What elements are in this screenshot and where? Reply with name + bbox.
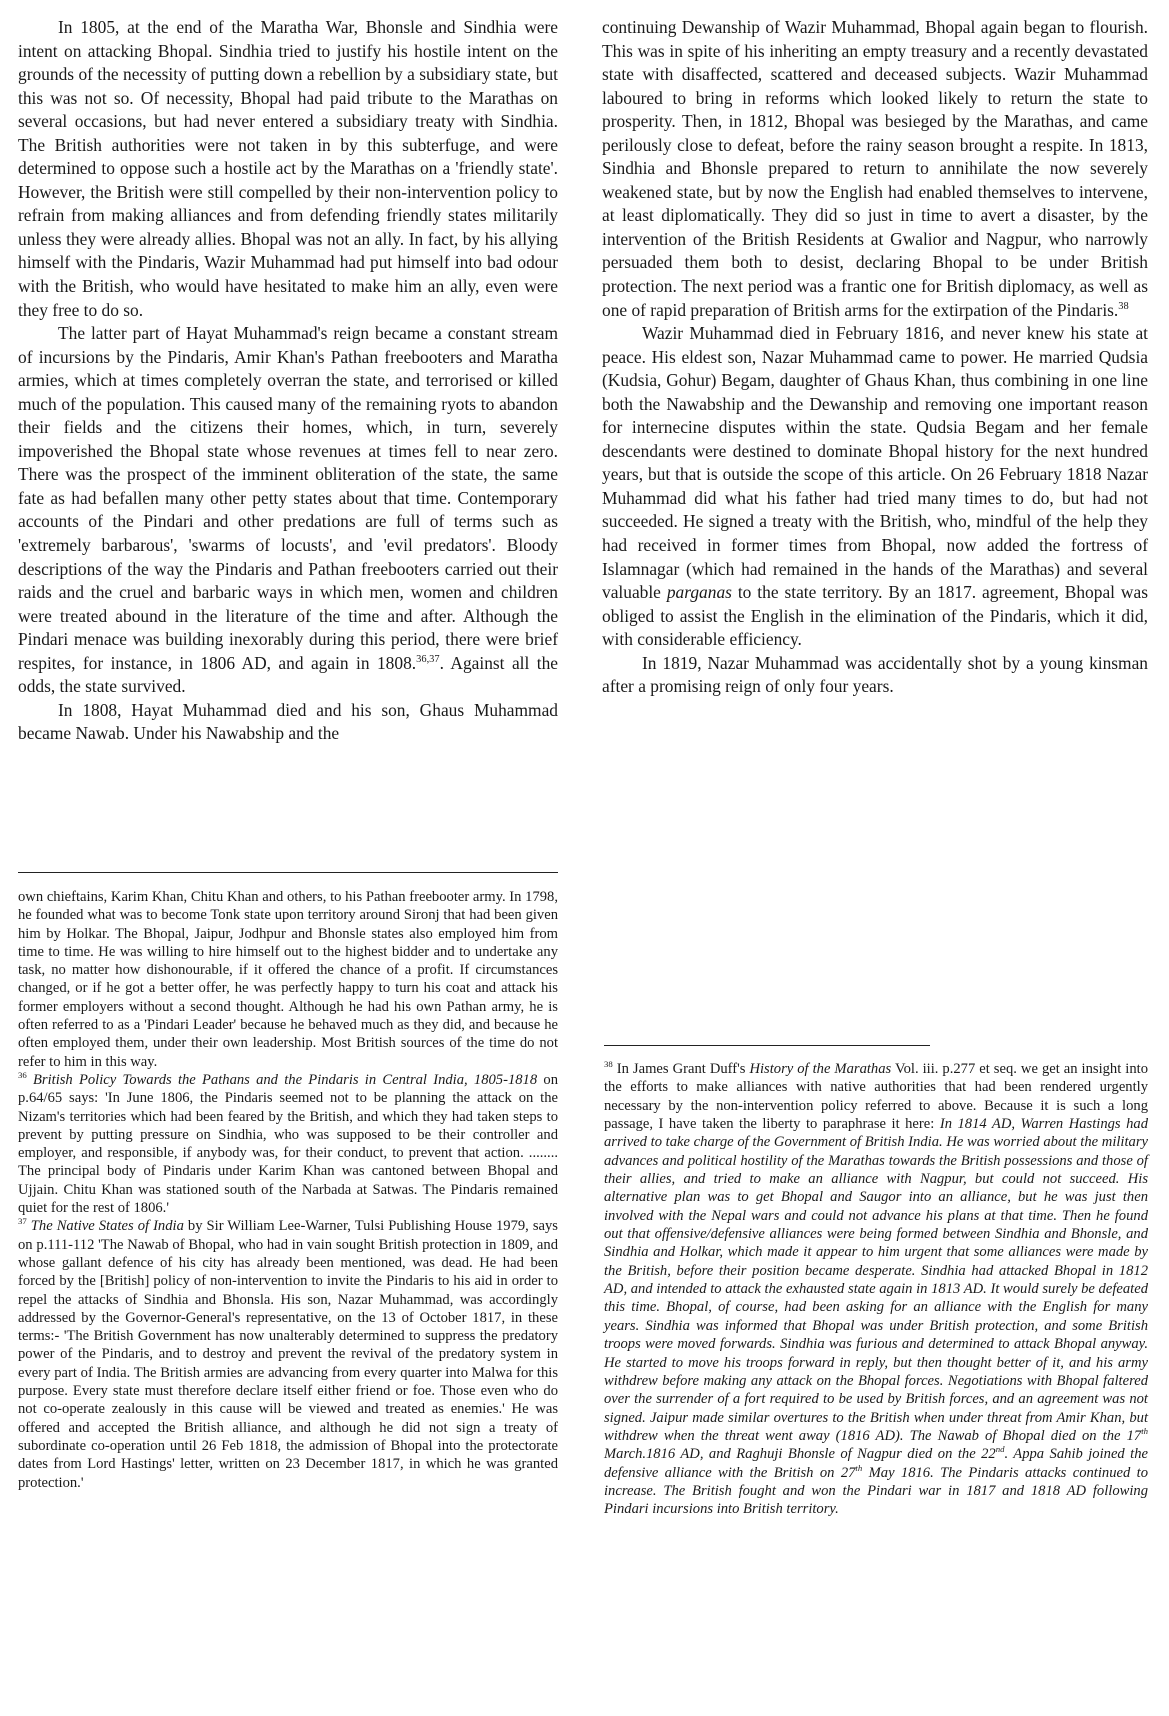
paraphrase-part-a: In 1814 AD, Warren Hastings had arrived to take charge of the Government of British India. He was worried about the military advances and political hostility of the Marathas towards the British possessions and those of their allies, and tried to make an alliance with Nagpur, but could not succeed. His alternative plan was to get Bhopal and Saugor into an alliance, but he was just then involved with the Nepal wars and could not advance his plans at that time. Then he found out that offensive/defensive alliances were being formed between Sindhia and Bhonsle, and Sindhia and Holkar, which made it appear to him urgent that some alliances were made by the British, before their position became desperate. Sindhia had attacked Bhopal in 1812 AD, and intended to attack the exhausted state again in 1813 AD. It would surely be defeated this time. Bhopal, of course, had been asking for an alliance with the English for many years. Sindhia was informed that Bhopal was under British protection, and some British troops were moved forwards. Sindhia was furious and determined to attack Bhopal anyway. He started to move his troops forward in reply, but then thought better of it, and his army withdrew before making any attack on the Bhopal forces. Negotiations with Bhopal faltered over the surrender of a fort required to be used by British forces, and an agreement was not signed. Jaipur made similar overtures to the British when under threat from Amir Khan, but withdrew when the threat went away (1816 AD). The Nawab of Bhopal died on the 17 <box>604 1116 1149 1444</box>
footnote-37-text: by Sir William Lee-Warner, Tulsi Publishing House 1979, says on p.111-112 'The Nawab of Bhopal, who had in vain sought British protection in 1809, and whose gallant defence of his city has already been mentioned, was dead. He had been forced by the [British] policy of non-intervention to invite the Pindaris to his aid in order to repel the attacks of Sindhia and Bhonsla. His son, Nazar Muhammad, was accordingly addressed by the Governor-General's representative, on the 13 of October 1817, in these terms:- 'The British Government has now unalterably determined to suppress the predatory power of the Pindaris, and to destroy and prevent the revival of the predatory system in every part of India. The British armies are advancing from every quarter into Malwa for this purpose. Every state must therefore declare itself either friend or foe. Those even who do not co-operate zealously in this cause will be viewed and treated as enemies.' He was offered and accepted the British alliance, and although he did not sign a treaty of subordinate co-operation until 26 Feb 1818, the admission of Bhopal into the protectorate dates from Lord Hastings' letter, written on 23 December 1817, in which he was granted protection.' <box>18 1218 558 1491</box>
footnote-ref-36-37: 36,37 <box>416 653 440 665</box>
footnote-continuation: own chieftains, Karim Khan, Chitu Khan and others, to his Pathan freebooter army. In 1798, he founded what was to become Tonk state upon territory around Sironj that had been given him by Holkar. The Bhopal, Jaipur, Jodhpur and Bhonsle states also employed him from time to time. He was willing to hire himself out to the highest bidder and to undertake any task, no matter how dishonourable, if it offered the chance of a profit. If circumstances changed, or if he got a better offer, he was perfectly happy to turn his coat and attack his former employers without a second thought. Although he had his own Pathan army, he is often referred to as a 'Pindari Leader' because he behaved much as they did, and because he often employed them, under their own leadership. Most British sources of the time do not refer to him in this way. <box>18 889 558 1070</box>
footnotes-right <box>604 1060 1148 1519</box>
footnote-36 <box>18 1071 558 1217</box>
right-column <box>602 16 1148 699</box>
paragraph-1816-end: to the state territory. By an 1817. agreement, Bhopal was obliged to assist the English in the elimination of the Pindaris, which it did, with considerable efficiency. <box>602 582 1148 650</box>
left-column <box>18 16 558 746</box>
footnote-divider-left <box>18 872 558 873</box>
paragraph-1805: In 1805, at the end of the Maratha War, Bhonsle and Sindhia were intent on attacking Bhopal. Sindhia tried to justify his hostile intent on the grounds of the necessity of putting down a rebellion by a subsidiary state, but this was not so. Of necessity, Bhopal had paid tribute to the Marathas on several occasions, but had never entered a subsidiary treaty with Sindhia. The British authorities were not taken in by this subterfuge, and were determined to oppose such a hostile act by the Marathas on a 'friendly state'. However, the British were still compelled by their non-intervention policy to refrain from making alliances and from defending friendly states militarily unless they were already allies. Bhopal was not an ally. In fact, by his allying himself with the Pindaris, Wazir Muhammad had put himself into bad odour with the British, who would have hesitated to make him an ally, even were they free to do so. <box>18 17 558 320</box>
ordinal-suffix: th <box>855 1462 863 1473</box>
paraphrase-part-b: March.1816 AD, and Raghuji Bhonsle of Nagpur died on the 22 <box>604 1446 996 1463</box>
paragraph-1816 <box>602 322 1148 652</box>
paragraph-hayat-end: . Against all the odds, the state survived. <box>18 652 558 697</box>
footnote-37-number: 37 <box>18 1216 27 1227</box>
paragraph-dewanship <box>602 16 1148 322</box>
paraphrase-part-d: May 1816. The Pindaris attacks continued to increase. The British fought and won the Pindari war in 1817 and 1818 AD following Pindari incursions into British territory. <box>604 1464 1148 1518</box>
paragraph-1819: In 1819, Nazar Muhammad was accidentally shot by a young kinsman after a promising reign of only four years. <box>602 652 1148 697</box>
paragraph-dewanship-text: continuing Dewanship of Wazir Muhammad, Bhopal again began to flourish. This was in spite of his inheriting an empty treasury and a recently devastated state with disaffected, scattered and deceased subjects. Wazir Muhammad laboured to bring in reforms which looked likely to return the state to prosperity. Then, in 1812, Bhopal was besieged by the Marathas, and came perilously close to defeat, before the rainy season brought a respite. In 1813, Sindhia and Bhonsle prepared to return to annihilate the now severely weakened state, but by now the English had enabled themselves to intervene, at least diplomatically. They did so just in time to avert a disaster, by the intervention of the British Residents at Gwalior and Nagpur, who narrowly persuaded them both to desist, declaring Bhopal to be under British protection. The next period was a frantic one for British diplomacy, as well as one of rapid preparation of British arms for the extirpation of the Pindaris. <box>602 17 1148 320</box>
footnote-38-number: 38 <box>604 1059 613 1070</box>
paragraph-1816-text: Wazir Muhammad died in February 1816, and never knew his state at peace. His eldest son, Nazar Muhammad came to power. He married Qudsia (Kudsia, Gohur) Begam, daughter of Ghaus Khan, thus combining in one line both the Nawabship and the Dewanship and removing one important reason for internecine disputes within the state. Qudsia Begam and her female descendants were destined to dominate Bhopal history for the next hundred years, but that is outside the scope of this article. On 26 February 1818 Nazar Muhammad did what his father had tried many times to do, but had not succeeded. He signed a treaty with the British, who, mindful of the help they had received in former times from Bhopal, now added the fortress of Islamnagar (which had remained in the hands of the Marathas) and several valuable <box>602 323 1148 603</box>
paraphrase-part-c: . Appa Sahib joined the defensive alliance with the British on 27 <box>604 1446 1148 1481</box>
footnote-36-title: British Policy Towards the Pathans and the Pindaris in Central India, 1805-1818 <box>33 1071 538 1088</box>
footnote-38 <box>604 1060 1148 1519</box>
footnote-36-number: 36 <box>18 1070 27 1081</box>
footnote-38-text: Vol. iii. p.277 et seq. we get an insight into the efforts to make alliances with native authorities that had been rendered urgently necessary by the non-intervention policy referred to above. Because it is such a long passage, I have taken the liberty to paraphrase it here: <box>604 1061 1148 1133</box>
footnotes-left <box>18 888 558 1492</box>
footnote-37-title: The Native States of India <box>30 1218 184 1235</box>
footnote-ref-38: 38 <box>1118 300 1129 312</box>
footnote-38-paraphrase <box>604 1116 1148 1517</box>
footnote-38-title: History of the Marathas <box>749 1061 892 1077</box>
footnote-37 <box>18 1217 558 1491</box>
paragraph-hayat-text: The latter part of Hayat Muhammad's reign became a constant stream of incursions by the Pindaris, Amir Khan's Pathan freebooters and Maratha armies, which at times completely overran the state, and terrorised or killed much of the population. This caused many of the remaining ryots to abandon their fields and the citizens their homes, which, in turn, severely impoverished the Bhopal state whose revenues at times fell to near zero. There was the prospect of the imminent obliteration of the state, the same fate as had befallen many other petty states about that time. Contemporary accounts of the Pindari and other predations are full of terms such as 'extremely barbarous', 'swarms of locusts', and 'evil predators'. Bloody descriptions of the way the Pindaris and Pathan freebooters carried out their raids and the cruel and barbaric ways in which men, women and children were treated abound in the literature of the time and after. Although the Pindari menace was building inexorably during this period, there were brief respites, for instance, in 1806 AD, and again in 1808. <box>18 323 558 673</box>
ordinal-suffix: nd <box>995 1444 1005 1455</box>
ordinal-suffix: th <box>1141 1426 1148 1437</box>
footnote-38-lead: In James Grant Duff's <box>616 1061 746 1077</box>
footnote-divider-right <box>604 1045 930 1046</box>
footnote-36-text: on p.64/65 says: 'In June 1806, the Pindaris seemed not to be planning the attack on the Nizam's territories which had been feared by the British, and which they had taken steps to prevent by putting pressure on Sindhia, who was supposed to be their controller and employer, and responsible, if anybody was, for their conduct, to prevent that action. ........ The principal body of Pindaris under Karim Khan was cantoned between Bhopal and Ujjain. Chitu Khan was stationed south of the Narbada at Satwas. The Pindaris remained quiet for the rest of 1806.' <box>18 1071 558 1217</box>
parganas-term: parganas <box>666 582 732 603</box>
paragraph-1808: In 1808, Hayat Muhammad died and his son, Ghaus Muhammad became Nawab. Under his Nawabship and the <box>18 699 558 744</box>
paragraph-hayat-reign <box>18 322 558 699</box>
